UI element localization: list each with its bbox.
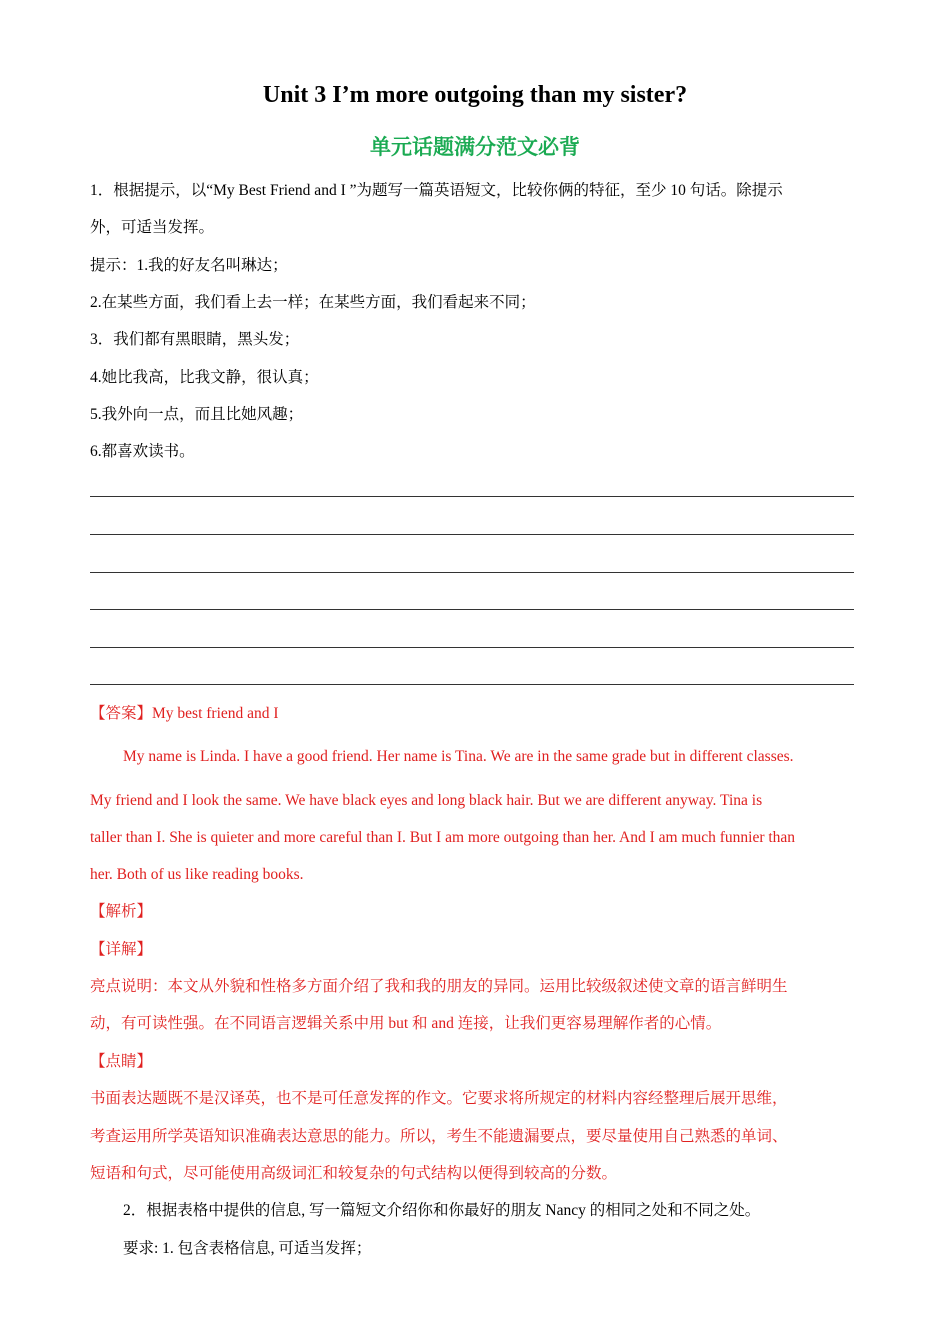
q2-prompt: 2．根据表格中提供的信息, 写一篇短文介绍你和你最好的朋友 Nancy 的相同之处和不同之处。 xyxy=(123,1202,761,1219)
q1-hint-4: 4.她比我高，比我文静，很认真； xyxy=(90,369,319,386)
answer-blank-line xyxy=(90,496,854,497)
detail-line-2: 动，有可读性强。在不同语言逻辑关系中用 but 和 and 连接，让我们更容易理解作者的心情。 xyxy=(90,1015,722,1032)
answer-header: 【答案】My best friend and I xyxy=(90,705,279,722)
q1-hint-1: 提示：1.我的好友名叫琳达； xyxy=(90,257,288,274)
answer-line-3: taller than I. She is quieter and more careful than I. But I am more outgoing than her. And I am much funnier than xyxy=(90,829,796,846)
answer-blank-line xyxy=(90,572,854,573)
tips-line-2: 考查运用所学英语知识准确表达意思的能力。所以，考生不能遗漏要点，要尽量使用自己熟悉的单词、 xyxy=(90,1128,788,1145)
detail-header: 【详解】 xyxy=(90,941,153,958)
q2-requirement: 要求: 1. 包含表格信息, 可适当发挥； xyxy=(123,1240,372,1257)
answer-line-4: her. Both of us like reading books. xyxy=(90,866,304,883)
answer-blank-line xyxy=(90,534,854,535)
q1-prompt-line1: 1．根据提示，以“My Best Friend and I ”为题写一篇英语短文，比较你俩的特征，至少 10 句话。除提示 xyxy=(90,182,783,199)
tips-line-3: 短语和句式，尽可能使用高级词汇和较复杂的句式结构以便得到较高的分数。 xyxy=(90,1165,618,1182)
q1-hint-6: 6.都喜欢读书。 xyxy=(90,443,195,460)
q1-hint-2: 2.在某些方面，我们看上去一样；在某些方面，我们看起来不同； xyxy=(90,294,536,311)
answer-blank-line xyxy=(90,609,854,610)
q1-hint-5: 5.我外向一点，而且比她风趣； xyxy=(90,406,304,423)
page-subtitle: 单元话题满分范文必背 xyxy=(370,135,580,159)
page-title: Unit 3 I’m more outgoing than my sister? xyxy=(262,82,688,108)
q1-prompt-line2: 外，可适当发挥。 xyxy=(90,219,215,236)
tips-header: 【点睛】 xyxy=(90,1053,153,1070)
q1-hint-3: 3．我们都有黑眼睛，黑头发； xyxy=(90,331,300,348)
answer-line-1: My name is Linda. I have a good friend. Her name is Tina. We are in the same grade but in different classes. xyxy=(123,748,794,765)
tips-line-1: 书面表达题既不是汉译英，也不是可任意发挥的作文。它要求将所规定的材料内容经整理后展开思维， xyxy=(90,1090,788,1107)
detail-line-1: 亮点说明：本文从外貌和性格多方面介绍了我和我的朋友的异同。运用比较级叙述使文章的语言鲜明生 xyxy=(90,978,788,995)
answer-blank-line xyxy=(90,684,854,685)
analysis-header: 【解析】 xyxy=(90,903,153,920)
answer-blank-line xyxy=(90,647,854,648)
answer-line-2: My friend and I look the same. We have black eyes and long black hair. But we are different anyway. Tina is xyxy=(90,792,763,809)
